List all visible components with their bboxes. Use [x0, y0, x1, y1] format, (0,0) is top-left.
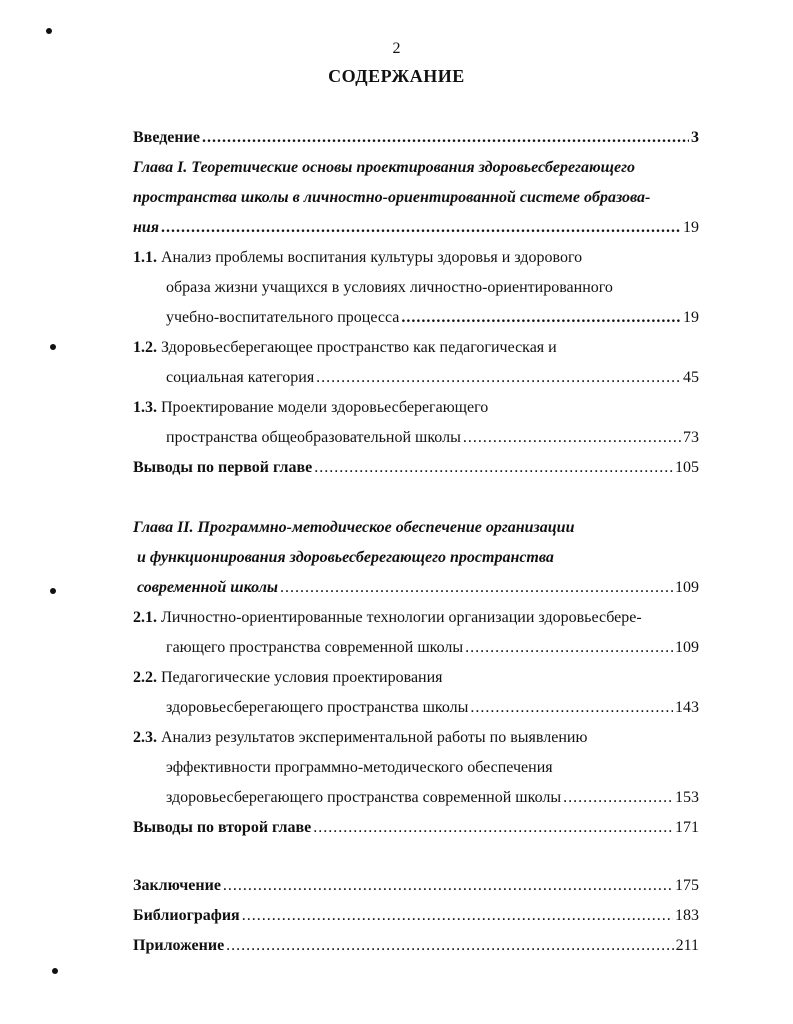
toc-label: социальная категория [166, 369, 315, 386]
toc-entry-conclusions1[interactable] [133, 458, 699, 478]
toc-page: 3 [691, 129, 699, 146]
toc-entry-conclusion[interactable] [133, 876, 699, 896]
toc-label: Выводы по второй главе [133, 819, 312, 836]
section-number: 1.3. [133, 399, 157, 416]
toc-label: учебно-воспитательного процесса [166, 309, 400, 326]
toc-page: 19 [683, 219, 699, 236]
section-title: Личностно-ориентированные технологии организации здоровьесбере- [157, 609, 642, 626]
dot-leader [223, 876, 673, 896]
dot-leader [280, 578, 673, 598]
dot-leader [316, 368, 681, 388]
chapter1-title-line1[interactable]: Глава I. Теоретические основы проектирования здоровьесберегающего [133, 159, 635, 176]
section-1-3-line1[interactable] [133, 398, 488, 418]
dot-leader [470, 698, 673, 718]
section-number: 2.2. [133, 669, 157, 686]
toc-label: Выводы по первой главе [133, 459, 313, 476]
toc-page: 211 [675, 937, 699, 954]
toc-label: здоровьесберегающего пространства современной школы [166, 789, 562, 806]
scan-mark-lower [50, 588, 56, 594]
dot-leader [161, 218, 681, 238]
toc-page: 175 [675, 877, 699, 894]
toc-label: гающего пространства современной школы [166, 639, 464, 656]
toc-label: пространства общеобразовательной школы [166, 429, 461, 446]
toc-entry-conclusions2[interactable] [133, 818, 699, 838]
toc-entry-1-2[interactable] [166, 368, 699, 388]
toc-page: 109 [675, 639, 699, 656]
dot-leader [401, 308, 681, 328]
toc-label: Библиография [133, 907, 240, 924]
dot-leader [314, 458, 673, 478]
dot-leader [313, 818, 673, 838]
page-number: 2 [392, 40, 401, 57]
section-2-1-line1[interactable] [133, 608, 642, 628]
scan-mark-top [46, 28, 52, 34]
toc-entry-2-2[interactable] [166, 698, 699, 718]
toc-entry-chapter2[interactable] [137, 578, 699, 598]
section-number: 2.1. [133, 609, 157, 626]
toc-page: 45 [683, 369, 699, 386]
section-1-1-line1[interactable] [133, 248, 582, 268]
toc-page: 143 [675, 699, 699, 716]
toc-page: 153 [675, 789, 699, 806]
toc-entry-intro[interactable] [133, 128, 699, 148]
toc-entry-2-3[interactable] [166, 788, 699, 808]
toc-page: 105 [675, 459, 699, 476]
dot-leader [202, 128, 689, 148]
chapter2-title-line2[interactable]: и функционирования здоровьесберегающего пространства [137, 549, 554, 566]
toc-page: 171 [675, 819, 699, 836]
toc-entry-1-1[interactable] [166, 308, 699, 328]
chapter2-title-line1[interactable]: Глава II. Программно-методическое обеспечение организации [133, 519, 575, 536]
section-1-1-line2: образа жизни учащихся в условиях личностно-ориентированного [166, 279, 613, 296]
toc-label: Приложение [133, 937, 225, 954]
toc-page: 19 [683, 309, 699, 326]
section-title: Анализ проблемы воспитания культуры здоровья и здорового [157, 249, 583, 266]
toc-label: современной школы [137, 579, 279, 596]
toc-entry-chapter1[interactable] [133, 218, 699, 238]
toc-label: Введение [133, 129, 200, 146]
section-number: 2.3. [133, 729, 157, 746]
dot-leader [242, 906, 673, 926]
scan-mark-mid [50, 344, 56, 350]
section-1-2-line1[interactable] [133, 338, 557, 358]
chapter1-title-line2[interactable]: пространства школы в личностно-ориентированной системе образова- [133, 189, 651, 206]
dot-leader [465, 638, 673, 658]
section-title: Здоровьесберегающее пространство как педагогическая и [157, 339, 557, 356]
dot-leader [226, 936, 673, 956]
toc-page: 73 [683, 429, 699, 446]
toc-entry-1-3[interactable] [166, 428, 699, 448]
scan-mark-bottom [52, 968, 58, 974]
toc-entry-2-1[interactable] [166, 638, 699, 658]
toc-page: 183 [675, 907, 699, 924]
toc-label: Заключение [133, 877, 221, 894]
section-title: Анализ результатов экспериментальной работы по выявлению [157, 729, 588, 746]
dot-leader [563, 788, 673, 808]
page-title: СОДЕРЖАНИЕ [328, 66, 465, 86]
toc-label: здоровьесберегающего пространства школы [166, 699, 469, 716]
toc-page: 109 [675, 579, 699, 596]
section-title: Проектирование модели здоровьесберегающего [157, 399, 489, 416]
toc-entry-appendix[interactable] [133, 936, 699, 956]
section-2-2-line1[interactable] [133, 668, 443, 688]
section-2-3-line1[interactable] [133, 728, 587, 748]
section-number: 1.2. [133, 339, 157, 356]
dot-leader [463, 428, 681, 448]
section-number: 1.1. [133, 249, 157, 266]
section-title: Педагогические условия проектирования [157, 669, 443, 686]
toc-entry-bibliography[interactable] [133, 906, 699, 926]
section-2-3-line2: эффективности программно-методического обеспечения [166, 759, 553, 776]
toc-label: ния [133, 219, 160, 236]
